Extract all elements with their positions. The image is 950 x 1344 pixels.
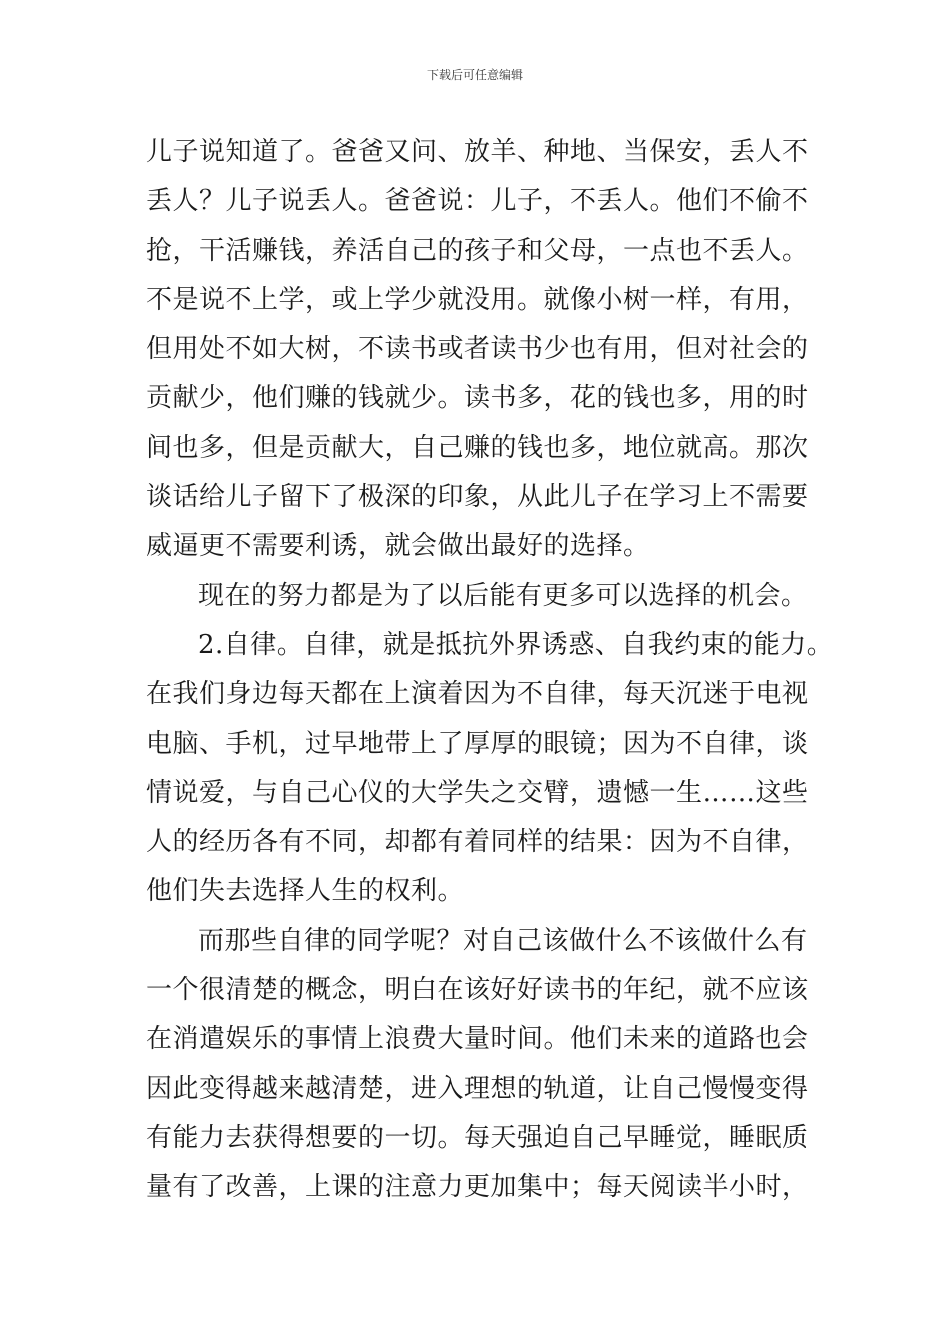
text-line: 间也多，但是贡献大，自己赚的钱也多，地位就高。那次 — [146, 432, 809, 463]
text-line: 在消遣娱乐的事情上浪费大量时间。他们未来的道路也会 — [146, 1024, 809, 1055]
text-line: 他们失去选择人生的权利。 — [146, 876, 465, 907]
paragraph-start-line: 2.自律。自律，就是抵抗外界诱惑、自我约束的能力。 — [198, 629, 834, 660]
text-line: 抢，干活赚钱，养活自己的孩子和父母，一点也不丢人。 — [146, 235, 809, 266]
paragraph-start-line: 而那些自律的同学呢？对自己该做什么不该做什么有 — [198, 925, 808, 956]
text-line: 有能力去获得想要的一切。每天强迫自己早睡觉，睡眠质 — [146, 1122, 809, 1153]
text-line: 丢人？儿子说丢人。爸爸说：儿子，不丢人。他们不偷不 — [146, 186, 809, 217]
text-line: 谈话给儿子留下了极深的印象，从此儿子在学习上不需要 — [146, 482, 809, 513]
text-line: 情说爱，与自己心仪的大学失之交臂，遗憾一生……这些 — [146, 777, 809, 808]
text-line: 不是说不上学，或上学少就没用。就像小树一样，有用， — [146, 284, 809, 315]
paragraph-start-line: 现在的努力都是为了以后能有更多可以选择的机会。 — [198, 580, 808, 611]
page-header: 下载后可任意编辑 — [426, 68, 523, 82]
text-line: 儿子说知道了。爸爸又问、放羊、种地、当保安，丢人不 — [146, 137, 809, 167]
text-line: 威逼更不需要利诱，就会做出最好的选择。 — [146, 531, 650, 562]
text-line: 在我们身边每天都在上演着因为不自律，每天沉迷于电视 — [146, 679, 809, 710]
text-line: 一个很清楚的概念，明白在该好好读书的年纪，就不应该 — [146, 975, 809, 1006]
text-line: 电脑、手机，过早地带上了厚厚的眼镜；因为不自律，谈 — [146, 728, 809, 759]
text-line: 量有了改善，上课的注意力更加集中；每天阅读半小时， — [146, 1172, 809, 1203]
text-line: 因此变得越来越清楚，进入理想的轨道，让自己慢慢变得 — [146, 1073, 809, 1104]
text-line: 人的经历各有不同，却都有着同样的结果：因为不自律， — [146, 827, 809, 858]
document-body — [146, 128, 834, 1213]
text-line: 贡献少，他们赚的钱就少。读书多，花的钱也多，用的时 — [146, 383, 809, 414]
text-line: 但用处不如大树，不读书或者读书少也有用，但对社会的 — [146, 334, 809, 365]
